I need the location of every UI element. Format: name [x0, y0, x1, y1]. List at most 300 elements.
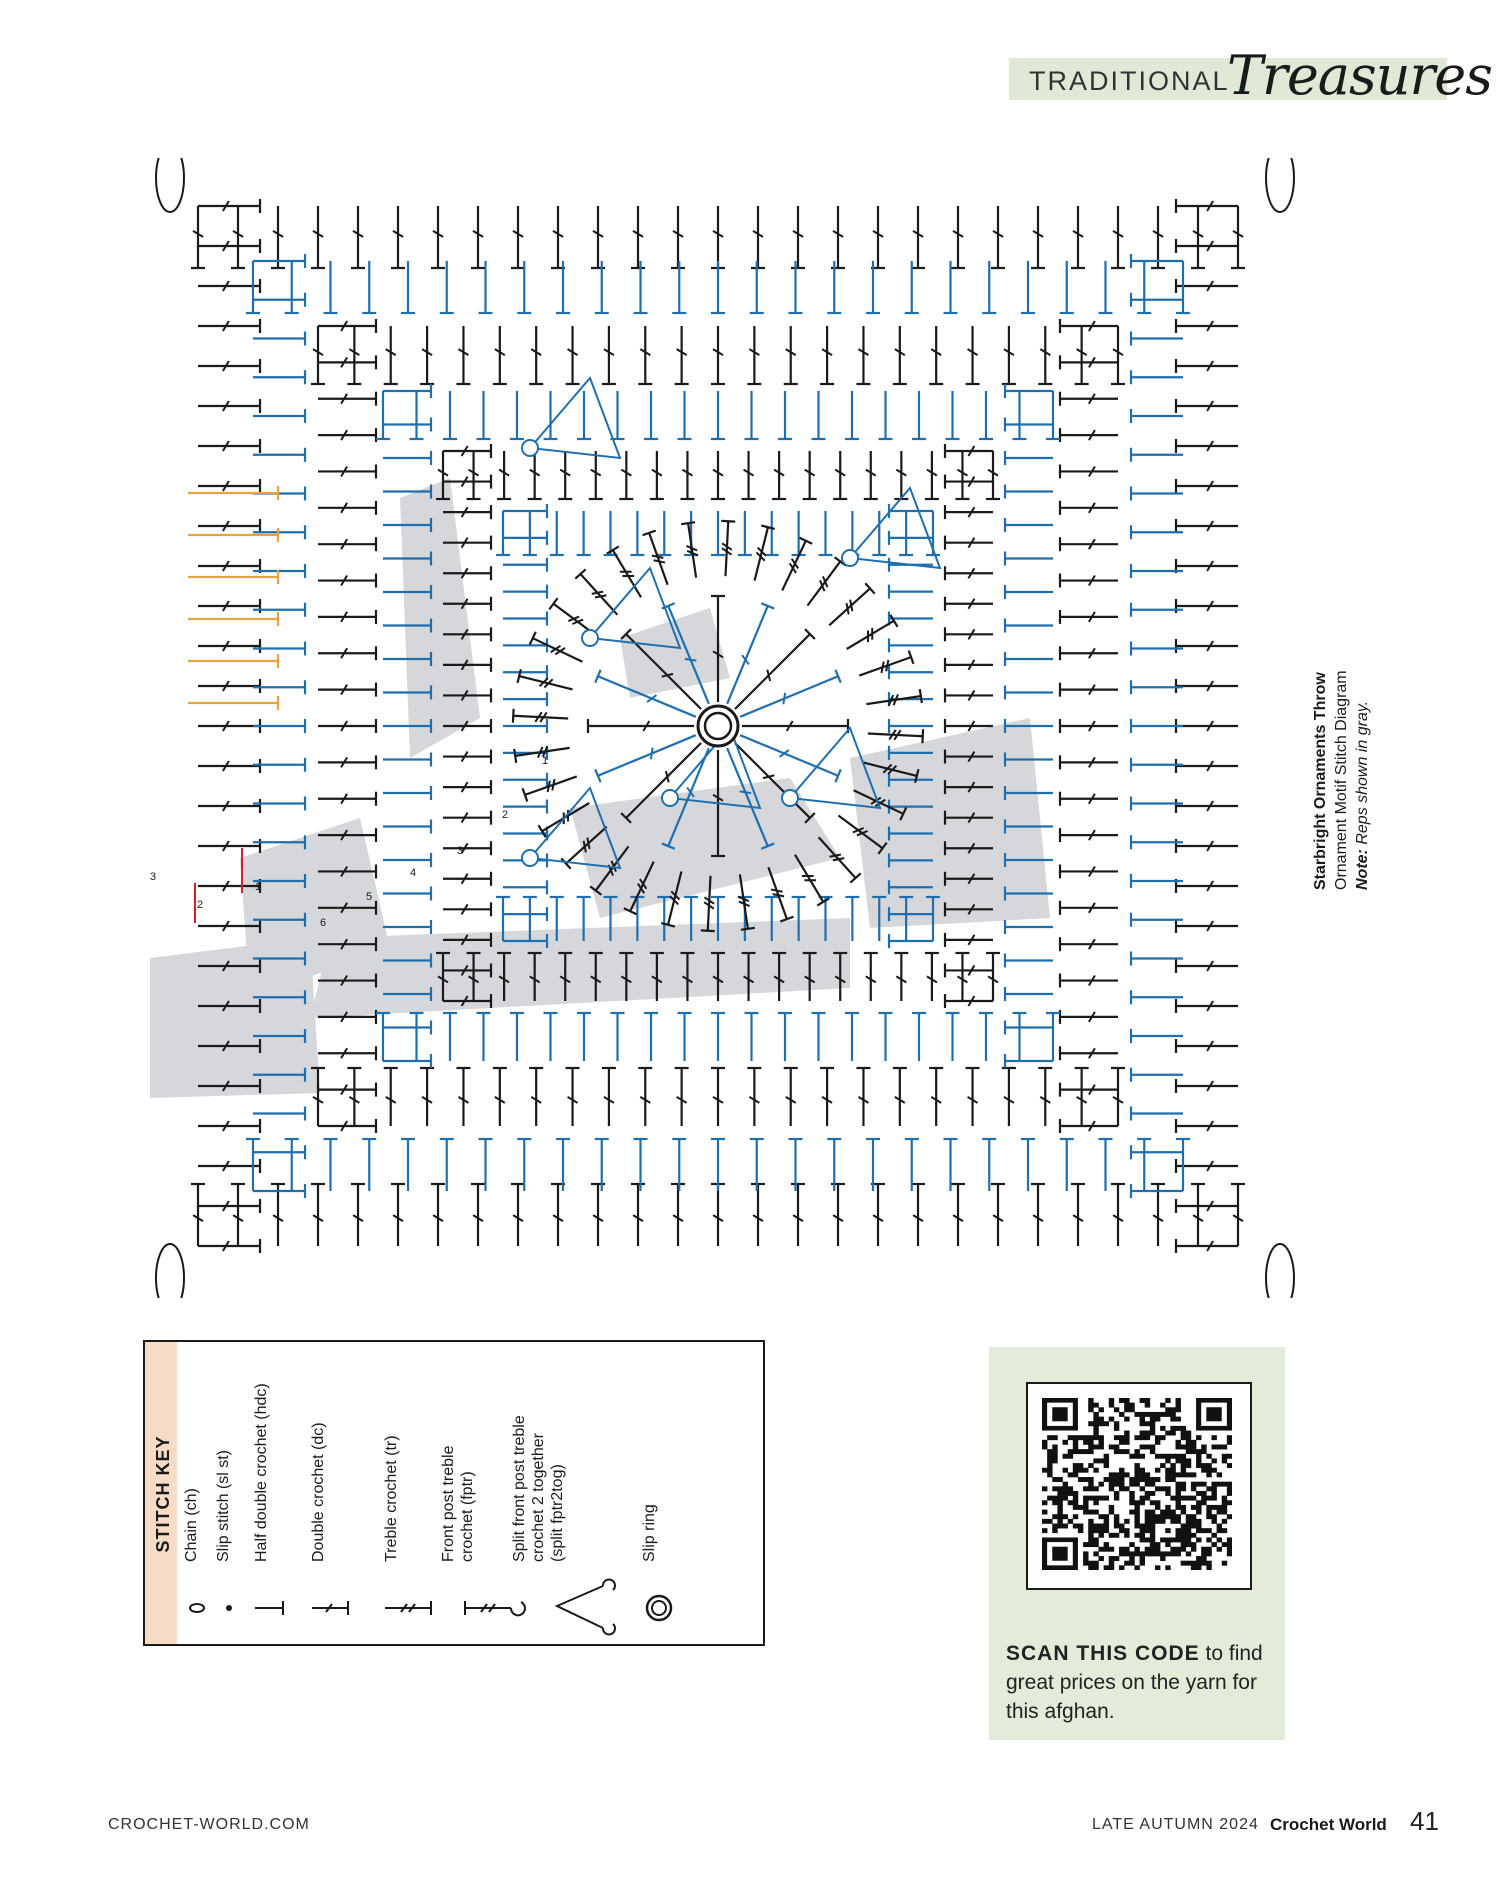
- stitch-mark: [1060, 1083, 1118, 1097]
- stitch-mark: [198, 679, 260, 693]
- stitch-mark: [925, 451, 939, 499]
- stitch-mark: [503, 558, 547, 572]
- radial-stitch: [866, 689, 921, 706]
- stitch-mark: [383, 451, 431, 465]
- stitch-mark: [711, 206, 725, 268]
- stitch-mark: [1060, 719, 1118, 733]
- post-loop: [582, 630, 598, 646]
- stitch-mark: [911, 206, 925, 268]
- stitch-mark: [431, 206, 445, 268]
- stitch-mark: [1176, 439, 1238, 453]
- stitch-mark: [1111, 206, 1125, 268]
- stitch-mark: [1176, 519, 1238, 533]
- stitch-mark: [751, 1184, 765, 1246]
- stitch-mark: [945, 597, 993, 611]
- diagram-subtitle: Ornament Motif Stitch Diagram: [1333, 670, 1350, 890]
- stitch-mark: [1005, 987, 1053, 1001]
- stitch-mark: [324, 1139, 338, 1191]
- stitch-mark: [1005, 418, 1053, 432]
- stitch-mark: [879, 391, 893, 439]
- stitch-mark: [1176, 559, 1238, 573]
- stitch-mark: [784, 326, 798, 384]
- stitch-mark: [791, 1184, 805, 1246]
- stitch-mark: [955, 451, 969, 499]
- stitch-mark: [1060, 537, 1118, 551]
- stitch-mark: [493, 1068, 507, 1126]
- corner-chain: [156, 158, 184, 212]
- round-label: 3: [457, 845, 464, 857]
- stitch-mark: [946, 1013, 960, 1061]
- stitch-mark: [638, 1068, 652, 1126]
- stitch-mark: [1176, 639, 1238, 653]
- stitch-mark: [1060, 937, 1118, 951]
- stitch-mark: [1176, 319, 1238, 333]
- round-label: 2: [502, 809, 509, 821]
- stitch-mark: [1038, 1068, 1052, 1126]
- stitch-mark: [1151, 206, 1165, 268]
- stitch-mark: [198, 479, 260, 493]
- radial-stitch: [740, 670, 841, 717]
- rep-area: [400, 478, 480, 758]
- stitch-mark: [751, 206, 765, 268]
- stitch-mark: [544, 391, 558, 439]
- stitch-mark: [945, 505, 993, 519]
- stitch-mark: [191, 206, 205, 268]
- stitch-mark: [285, 261, 299, 313]
- stitch-mark: [511, 206, 525, 268]
- stitch-mark: [503, 638, 547, 652]
- stitch-mark: [911, 1184, 925, 1246]
- stitch-mark: [443, 902, 491, 916]
- stitch-mark: [1131, 332, 1183, 346]
- stitch-mark: [351, 206, 365, 268]
- stitch-mark: [845, 1013, 859, 1061]
- stitch-mark: [1005, 1054, 1053, 1068]
- stitch-mark: [198, 359, 260, 373]
- stitch-key-label: Slip stitch (sl st): [215, 1449, 232, 1562]
- stitch-mark: [675, 326, 689, 384]
- stitch-mark: [318, 319, 376, 333]
- stitch-mark: [383, 753, 431, 767]
- stitch-mark: [879, 1013, 893, 1061]
- stitch-key-item: [310, 1344, 370, 1644]
- stitch-mark: [671, 1184, 685, 1246]
- banner-script-text: Treasures: [1227, 44, 1492, 107]
- stitch-mark: [711, 1013, 725, 1061]
- stitch-mark: [966, 1068, 980, 1126]
- stitch-mark: [845, 391, 859, 439]
- stitch-mark: [819, 511, 833, 555]
- stitch-mark: [477, 1013, 491, 1061]
- corner-label: 3: [150, 871, 157, 883]
- stitch-mark: [1099, 1139, 1113, 1191]
- stitch-mark: [711, 451, 725, 499]
- radial-stitch: [513, 709, 568, 723]
- stitch-mark: [1005, 518, 1053, 532]
- stitch-mark: [1176, 1079, 1238, 1093]
- stitch-mark: [951, 1184, 965, 1246]
- stitch-mark: [318, 646, 376, 660]
- stitch-mark: [551, 1184, 565, 1246]
- stitch-mark: [680, 451, 694, 499]
- stitch-mark: [1176, 479, 1238, 493]
- radial-stitch: [829, 583, 874, 625]
- stitch-mark: [644, 391, 658, 439]
- qr-panel: [989, 1347, 1285, 1740]
- stitch-mark: [318, 610, 376, 624]
- stitch-mark: [1060, 501, 1118, 515]
- slip-ring-inner: [705, 713, 731, 739]
- highlight-stitch: [188, 612, 278, 626]
- stitch-mark: [1031, 206, 1045, 268]
- stitch-mark: [945, 627, 993, 641]
- qr-code-frame[interactable]: [1026, 1382, 1252, 1590]
- radial-stitch: [721, 521, 735, 576]
- stitch-mark: [198, 1159, 260, 1173]
- radial-stitch: [595, 735, 696, 782]
- stitch-mark: [1176, 1119, 1238, 1133]
- stitch-mark: [1060, 974, 1118, 988]
- stitch-mark: [1176, 599, 1238, 613]
- stitch-mark: [889, 934, 933, 948]
- stitch-mark: [979, 1013, 993, 1061]
- stitch-mark: [856, 1068, 870, 1126]
- stitch-mark: [812, 391, 826, 439]
- stitch-mark: [1176, 679, 1238, 693]
- stitch-mark: [318, 755, 376, 769]
- stitch-mark: [1060, 355, 1118, 369]
- stitch-mark: [383, 887, 431, 901]
- footer-brand: Crochet World: [1270, 1815, 1387, 1834]
- stitch-mark: [198, 1199, 260, 1213]
- stitch-mark: [198, 599, 260, 613]
- stitch-mark: [231, 206, 245, 268]
- stitch-mark: [198, 439, 260, 453]
- stitch-mark: [711, 1184, 725, 1246]
- stitch-mark: [198, 239, 260, 253]
- stitch-mark: [889, 665, 933, 679]
- stitch-mark: [1005, 451, 1053, 465]
- stitch-mark: [558, 451, 572, 499]
- stitch-mark: [889, 638, 933, 652]
- stitch-mark: [1176, 959, 1238, 973]
- stitch-mark: [1176, 799, 1238, 813]
- stitch-mark: [383, 786, 431, 800]
- corner-label: 2: [197, 899, 204, 911]
- stitch-mark: [945, 475, 993, 489]
- stitch-mark: [271, 206, 285, 268]
- stitch-mark: [951, 206, 965, 268]
- stitch-mark: [503, 504, 547, 518]
- stitch-mark: [1075, 326, 1089, 384]
- stitch-mark: [544, 1013, 558, 1061]
- stitch-mark: [285, 1139, 299, 1191]
- stitch-mark: [443, 391, 457, 439]
- stitch-mark: [899, 511, 913, 555]
- stitch-mark: [1060, 392, 1118, 406]
- stitch-mark: [619, 451, 633, 499]
- stitch-mark: [1060, 574, 1118, 588]
- stitch-mark: [528, 451, 542, 499]
- post-loop: [522, 440, 538, 456]
- stitch-mark: [929, 1068, 943, 1126]
- stitch-mark: [510, 391, 524, 439]
- stitch-mark: [1131, 1107, 1183, 1121]
- stitch-mark: [1131, 1145, 1183, 1159]
- stitch-mark: [1137, 1139, 1151, 1191]
- stitch-mark: [383, 1054, 431, 1068]
- stitch-mark: [1176, 1159, 1238, 1173]
- stitch-mark: [443, 444, 491, 458]
- stitch-mark: [611, 391, 625, 439]
- stitch-mark: [1005, 384, 1053, 398]
- stitch-mark: [803, 451, 817, 499]
- stitch-mark: [318, 1119, 376, 1133]
- stitch-mark: [318, 719, 376, 733]
- stitch-mark: [893, 1068, 907, 1126]
- stitch-mark: [591, 1184, 605, 1246]
- stitch-mark: [456, 1068, 470, 1126]
- stitch-mark: [1013, 1013, 1027, 1061]
- highlight-stitch: [188, 696, 278, 710]
- stitch-mark: [1176, 239, 1238, 253]
- radial-stitch: [782, 538, 812, 591]
- stitch-mark: [391, 206, 405, 268]
- stitch-mark: [391, 1184, 405, 1246]
- stitch-mark: [650, 451, 664, 499]
- split-fptr2tog-icon: [553, 1576, 623, 1636]
- stitch-mark: [510, 1013, 524, 1061]
- stitch-mark: [711, 326, 725, 384]
- stitch-mark: [833, 451, 847, 499]
- stitch-mark: [1002, 1068, 1016, 1126]
- stitch-mark: [318, 464, 376, 478]
- stitch-mark: [383, 853, 431, 867]
- stitch-mark: [383, 418, 431, 432]
- stitch-mark: [351, 1184, 365, 1246]
- page-number: 41: [1410, 1806, 1439, 1836]
- stitch-mark: [443, 780, 491, 794]
- stitch-mark: [945, 444, 993, 458]
- qr-caption-text: to find great prices on the yarn for this afghan.: [1006, 1642, 1263, 1723]
- stitch-mark: [324, 261, 338, 313]
- tr-icon: [383, 1576, 453, 1636]
- radial-stitch: [807, 557, 845, 605]
- stitch-mark: [591, 206, 605, 268]
- stitch-mark: [1002, 326, 1016, 384]
- post-loop: [782, 790, 798, 806]
- stitch-mark: [318, 537, 376, 551]
- stitch-mark: [945, 536, 993, 550]
- qr-caption-bold: SCAN THIS CODE: [1006, 1642, 1200, 1665]
- stitch-mark: [1005, 920, 1053, 934]
- stitch-mark: [778, 1013, 792, 1061]
- stitch-mark: [471, 206, 485, 268]
- banner-plain-text: TRADITIONAL: [1029, 66, 1230, 96]
- stitch-mark: [191, 1184, 205, 1246]
- stitch-mark: [1060, 755, 1118, 769]
- stitch-mark: [1075, 1068, 1089, 1126]
- radial-stitch: [575, 569, 617, 614]
- stitch-mark: [198, 799, 260, 813]
- stitch-mark: [1191, 1184, 1205, 1246]
- stitch-mark: [602, 1068, 616, 1126]
- stitch-key-label: Chain (ch): [183, 1488, 200, 1562]
- stitch-mark: [410, 1013, 424, 1061]
- stitch-mark: [198, 1119, 260, 1133]
- stitch-mark: [1031, 1184, 1045, 1246]
- stitch-mark: [496, 511, 510, 555]
- stitch-mark: [1005, 686, 1053, 700]
- stitch-mark: [820, 326, 834, 384]
- stitch-mark: [318, 574, 376, 588]
- stitch-mark: [198, 759, 260, 773]
- stitch-mark: [631, 1184, 645, 1246]
- stitch-mark: [1060, 428, 1118, 442]
- qr-caption: [1006, 1639, 1276, 1726]
- rep-area: [310, 918, 850, 1018]
- stitch-mark: [784, 1068, 798, 1126]
- stitch-mark: [383, 384, 431, 398]
- stitch-mark: [979, 391, 993, 439]
- highlight-stitch: [188, 654, 278, 668]
- stitch-mark: [443, 750, 491, 764]
- stitch-mark: [678, 1013, 692, 1061]
- stitch-mark: [376, 391, 390, 439]
- stitch-mark: [945, 933, 993, 947]
- stitch-mark: [383, 1021, 431, 1035]
- stitch-mark: [955, 953, 969, 1001]
- stitch-mark: [894, 953, 908, 1001]
- stitch-mark: [1060, 464, 1118, 478]
- stitch-mark: [1013, 391, 1027, 439]
- note-label: Note:: [1354, 849, 1371, 890]
- stitch-mark: [1131, 293, 1183, 307]
- stitch-mark: [503, 773, 547, 787]
- highlight-stitch: [188, 486, 278, 500]
- stitch-mark: [347, 326, 361, 384]
- stitch-mark: [566, 1068, 580, 1126]
- stitch-mark: [912, 1013, 926, 1061]
- stitch-mark: [945, 566, 993, 580]
- stitch-mark: [856, 326, 870, 384]
- corner-label: 1: [255, 881, 262, 893]
- corner-chain: [156, 1244, 184, 1298]
- stitch-mark: [893, 326, 907, 384]
- stitch-mark: [812, 1013, 826, 1061]
- stitch-mark: [1060, 646, 1118, 660]
- stitch-mark: [1137, 261, 1151, 313]
- stitch-mark: [1231, 206, 1245, 268]
- stitch-mark: [503, 692, 547, 706]
- round-label: 1: [542, 755, 549, 767]
- stitch-mark: [946, 391, 960, 439]
- stitch-mark: [503, 585, 547, 599]
- stitch-mark: [889, 585, 933, 599]
- stitch-mark: [1060, 1046, 1118, 1060]
- stitch-mark: [1176, 199, 1238, 213]
- round-label: 6: [320, 917, 327, 929]
- stitch-mark: [820, 1068, 834, 1126]
- slip-ring-icon: [645, 1576, 715, 1636]
- stitch-mark: [443, 841, 491, 855]
- stitch-mark: [1060, 610, 1118, 624]
- diagram-note: [1352, 590, 1373, 890]
- stitch-key-item: [253, 1344, 313, 1644]
- stitch-mark: [1060, 1119, 1118, 1133]
- stitch-mark: [738, 511, 752, 555]
- stitch-mark: [198, 559, 260, 573]
- stitch-mark: [1005, 552, 1053, 566]
- stitch-mark: [318, 683, 376, 697]
- stitch-mark: [1099, 261, 1113, 313]
- stitch-mark: [778, 391, 792, 439]
- stitch-mark: [945, 963, 993, 977]
- stitch-key-label: Front post treble crochet (fptr): [440, 1445, 476, 1562]
- stitch-mark: [1005, 652, 1053, 666]
- stitch-mark: [198, 279, 260, 293]
- stitch-mark: [831, 206, 845, 268]
- stitch-key: [143, 1340, 765, 1646]
- corner-chain: [1266, 1244, 1294, 1298]
- stitch-mark: [311, 1184, 325, 1246]
- radial-stitch: [740, 735, 841, 782]
- stitch-mark: [631, 206, 645, 268]
- stitch-mark: [198, 1239, 260, 1253]
- stitch-mark: [523, 511, 537, 555]
- stitch-mark: [529, 1068, 543, 1126]
- stitch-mark: [551, 206, 565, 268]
- stitch-mark: [1060, 319, 1118, 333]
- stitch-mark: [376, 1013, 390, 1061]
- stitch-mark: [420, 326, 434, 384]
- footer-site: CROCHET-WORLD.COM: [108, 1816, 310, 1833]
- stitch-mark: [675, 1068, 689, 1126]
- stitch-mark: [1111, 326, 1125, 384]
- stitch-key-title: STITCH KEY: [153, 1435, 173, 1553]
- stitch-mark: [912, 391, 926, 439]
- stitch-mark: [384, 1068, 398, 1126]
- stitch-mark: [711, 1068, 725, 1126]
- stitch-mark: [1111, 1184, 1125, 1246]
- diagram-caption: [1310, 590, 1370, 890]
- stitch-key-label: Treble crochet (tr): [383, 1435, 400, 1562]
- stitch-mark: [611, 1013, 625, 1061]
- stitch-mark: [253, 293, 305, 307]
- stitch-mark: [318, 1083, 376, 1097]
- stitch-mark: [791, 206, 805, 268]
- stitch-mark: [471, 1184, 485, 1246]
- stitch-mark: [420, 1068, 434, 1126]
- stitch-mark: [311, 326, 325, 384]
- stitch-mark: [456, 326, 470, 384]
- stitch-mark: [644, 1013, 658, 1061]
- stitch-mark: [383, 920, 431, 934]
- stitch-mark: [945, 658, 993, 672]
- stitch-mark: [503, 800, 547, 814]
- stitch-mark: [966, 326, 980, 384]
- fptr-cluster: [530, 378, 620, 458]
- stitch-mark: [1176, 1199, 1238, 1213]
- stitch-mark: [745, 1013, 759, 1061]
- stitch-mark: [1176, 919, 1238, 933]
- diagram-title: Starbright Ornaments Throw: [1312, 672, 1329, 890]
- stitch-mark: [638, 326, 652, 384]
- dc-icon: [310, 1576, 380, 1636]
- round-label: 4: [410, 867, 417, 879]
- stitch-mark: [991, 1184, 1005, 1246]
- highlight-stitch: [188, 528, 278, 542]
